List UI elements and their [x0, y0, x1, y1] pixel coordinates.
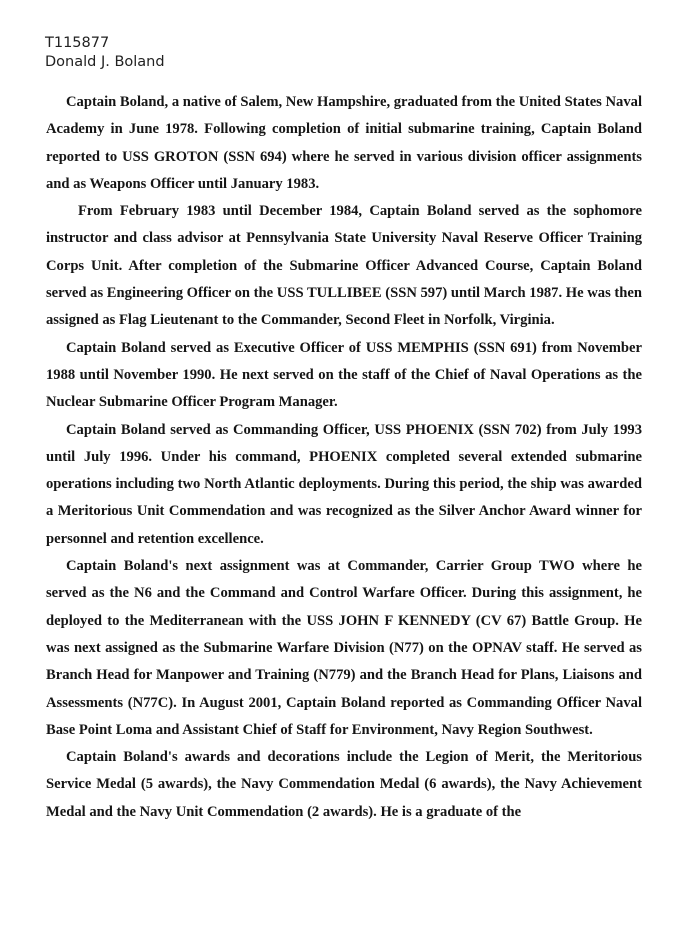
- biography-body: [46, 89, 642, 826]
- subject-name: Donald J. Boland: [45, 54, 165, 70]
- document-header: [45, 34, 165, 72]
- paragraph-awards: Captain Boland's awards and decorations include the Legion of Merit, the Meritorious Service Medal (5 awards), the Navy Commendation Medal (6 awards), the Navy Achievement Medal and the Navy Unit Commendation (2 awards). He is a graduate of the: [46, 749, 642, 820]
- paragraph-memphis: Captain Boland served as Executive Officer of USS MEMPHIS (SSN 691) from November 1988 until November 1990. He next served on the staff of the Chief of Naval Operations as the Nuclear Submarine Officer Program Manager.: [46, 339, 642, 411]
- document-id: T115877: [45, 35, 110, 51]
- paragraph-early-career: Captain Boland, a native of Salem, New Hampshire, graduated from the United States Naval Academy in June 1978. Following completion of initial submarine training, Captain Boland reported to USS GROTON (SSN 694) where he served in various division officer assignments and as Weapons Officer until January 1983.: [46, 94, 642, 192]
- paragraph-carrier-group-two: Captain Boland's next assignment was at Commander, Carrier Group TWO where he served as the N6 and the Command and Control Warfare Officer. During this assignment, he deployed to the Mediterranean with the USS JOHN F KENNEDY (CV 67) Battle Group. He was next assigned as the Submarine Warfare Division (N77) on the OPNAV staff. He served as Branch Head for Manpower and Training (N779) and the Branch Head for Plans, Liaisons and Assessments (N77C). In August 2001, Captain Boland reported as Commanding Officer Naval Base Point Loma and Assistant Chief of Staff for Environment, Navy Region Southwest.: [46, 558, 642, 738]
- paragraph-phoenix-command: Captain Boland served as Commanding Officer, USS PHOENIX (SSN 702) from July 1993 until July 1996. Under his command, PHOENIX completed several extended submarine operations including two North Atlantic deployments. During this period, the ship was awarded a Meritorious Unit Commendation and was recognized as the Silver Anchor Award winner for personnel and retention excellence.: [46, 421, 642, 547]
- paragraph-nrotc-tullibee: From February 1983 until December 1984, Captain Boland served as the sophomore instructor and class advisor at Pennsylvania State University Naval Reserve Officer Training Corps Unit. After completion of the Submarine Officer Advanced Course, Captain Boland served as Engineering Officer on the USS TULLIBEE (SSN 597) until March 1987. He was then assigned as Flag Lieutenant to the Commander, Second Fleet in Norfolk, Virginia.: [46, 203, 642, 329]
